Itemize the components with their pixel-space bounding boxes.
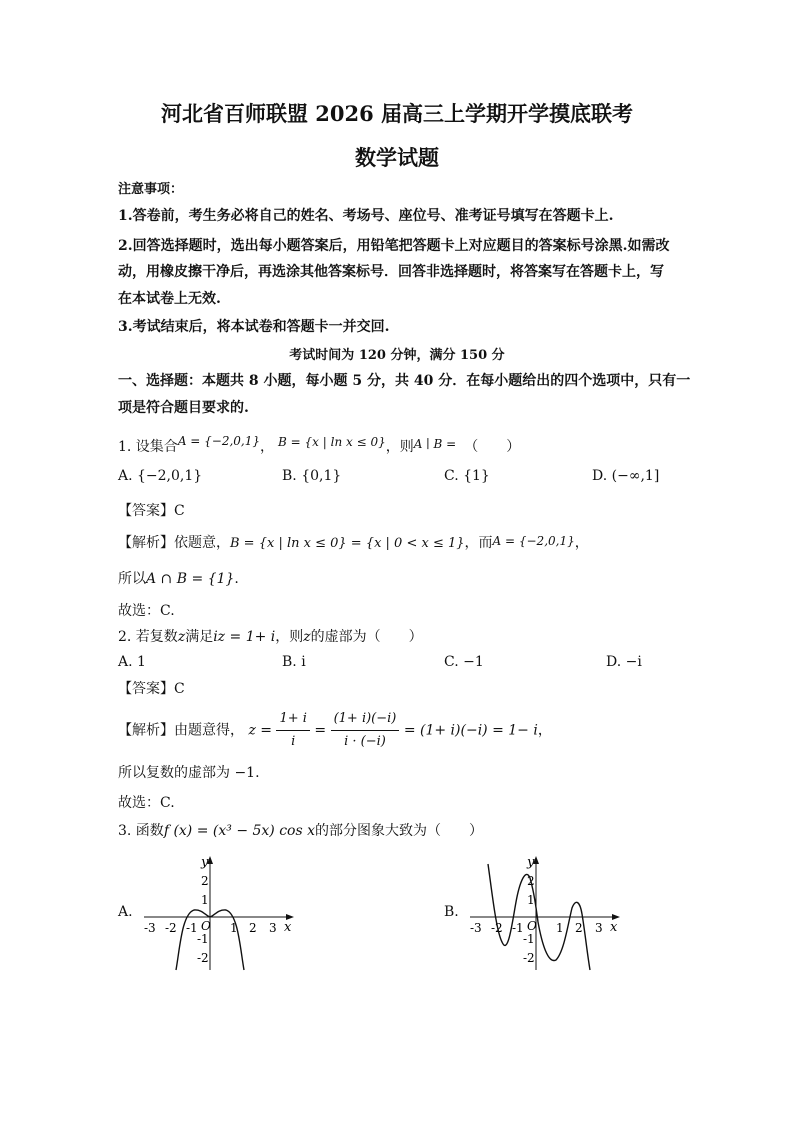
- q2-fraction-1: [276, 708, 309, 753]
- q1-conclusion-end: .: [234, 571, 239, 587]
- q1-analysis-mid: ，而: [464, 535, 493, 551]
- q2-option-d: D. −i: [606, 654, 642, 670]
- q1-stem: [118, 436, 520, 456]
- y-tick-label: 2: [527, 874, 535, 888]
- q2-option-a: A. 1: [118, 654, 146, 670]
- x-tick-label: 2: [575, 921, 583, 935]
- q2-fraction-2-numerator: (1+ i)(−i): [331, 708, 400, 731]
- x-tick-label: 1: [556, 921, 564, 935]
- q1-analysis: [118, 532, 589, 552]
- notice-item-3: 3.考试结束后，将本试卷和答题卡一并交回.: [118, 319, 390, 335]
- q1-conclusion-math: A ∩ B = {1}: [146, 571, 235, 587]
- q3-option-a-label: A.: [118, 904, 133, 920]
- q1-sep: ，: [260, 439, 275, 455]
- notice-item-1: 1.答卷前，考生务必将自己的姓名、考场号、座位号、准考证号填写在答题卡上.: [118, 208, 614, 224]
- notice-item-2-line-2: 动，用橡皮擦干净后，再选涂其他答案标号．回答非选择题时，将答案写在答题卡上，写: [118, 264, 664, 280]
- q1-conclusion-prefix: 所以: [118, 571, 146, 587]
- q2-stem-mid: 满足: [185, 629, 214, 645]
- q2-answer: 【答案】C: [118, 681, 185, 697]
- q2-lhs: z =: [248, 722, 273, 739]
- q3-stem: [118, 820, 483, 840]
- q2-analysis-label: 【解析】: [118, 722, 174, 739]
- q1-answer: 【答案】C: [118, 503, 185, 519]
- q2-fraction-2-denominator: i · (−i): [344, 734, 386, 749]
- x-tick-label: -1: [186, 921, 198, 935]
- q1-expr: A ∣ B =: [413, 437, 457, 451]
- q1-analysis-math: B = {x | ln x ≤ 0} = {x | 0 < x ≤ 1}: [230, 536, 465, 551]
- q1-option-b: B. {0,1}: [282, 468, 342, 484]
- x-tick-label: 3: [269, 921, 277, 935]
- y-tick-label: 1: [201, 893, 209, 907]
- q3-stem-end: 的部分图象大致为（ ）: [315, 823, 484, 839]
- x-tick-label: 2: [249, 921, 257, 935]
- q3-graph-b: [464, 852, 626, 974]
- x-tick-label: -3: [470, 921, 482, 935]
- notice-item-2-line-1: 2.回答选择题时，选出每小题答案后，用铅笔把答题卡上对应题目的答案标号涂黑.如需改: [118, 238, 670, 254]
- q1-analysis-label: 【解析】: [118, 535, 174, 551]
- q1-analysis-end: ，: [574, 535, 589, 551]
- q2-analysis: [118, 708, 552, 753]
- y-tick-label: -2: [523, 951, 535, 965]
- q1-conclusion: [118, 568, 239, 588]
- q3-option-b-label: B.: [444, 904, 459, 920]
- notice-item-2-line-3: 在本试卷上无效.: [118, 291, 221, 307]
- q2-option-b: B. i: [282, 654, 306, 670]
- section-1-line-2: 项是符合题目要求的.: [118, 400, 249, 416]
- origin-label: O: [527, 919, 537, 933]
- x-tick-label: 1: [230, 921, 238, 935]
- q1-set-a: A = {−2,0,1}: [177, 434, 261, 448]
- y-tick-label: -2: [197, 951, 209, 965]
- q2-fraction-2: [331, 708, 400, 753]
- q2-var-z-2: z: [303, 629, 311, 645]
- q2-rhs: = (1+ i)(−i) = 1− i: [403, 722, 538, 739]
- origin-label: O: [201, 919, 211, 933]
- x-tick-label: -1: [512, 921, 524, 935]
- q1-stem-prefix: 1. 设集合: [118, 439, 178, 455]
- x-axis-label: x: [610, 920, 618, 935]
- q1-paren: （ ）: [464, 439, 521, 455]
- document-title: 河北省百师联盟 2026 届高三上学期开学摸底联考: [160, 101, 634, 126]
- y-axis-label: y: [527, 855, 535, 870]
- q1-analysis-math-2: A = {−2,0,1}: [492, 534, 575, 548]
- q1-analysis-text: 依题意，: [174, 535, 230, 551]
- section-1-line-1: 一、选择题：本题共 8 小题，每小题 5 分，共 40 分．在每小题给出的四个选项中，只有一: [118, 373, 691, 389]
- q1-choose: 故选：C.: [118, 603, 175, 619]
- q1-set-b: B = {x | ln x ≤ 0}: [278, 435, 386, 449]
- q1-option-d: D. (−∞,1]: [592, 468, 660, 484]
- q2-rhs-end: ，: [537, 722, 552, 739]
- q2-fraction-1-denominator: i: [291, 734, 296, 749]
- x-axis-label: x: [284, 920, 292, 935]
- y-axis-label: y: [201, 855, 209, 870]
- notice-heading: 注意事项：: [118, 182, 184, 197]
- q2-option-c: C. −1: [444, 654, 484, 670]
- q3-function: f (x) = (x³ − 5x) cos x: [163, 823, 316, 839]
- x-tick-label: -2: [165, 921, 177, 935]
- q3-graph-a: [138, 852, 300, 974]
- document-subtitle: 数学试题: [355, 145, 439, 170]
- y-tick-label: -1: [523, 932, 535, 946]
- q2-stem-end: 的虚部为（ ）: [310, 629, 423, 645]
- q2-fraction-1-numerator: 1+ i: [276, 708, 309, 731]
- q2-conclusion: 所以复数的虚部为 −1.: [118, 765, 260, 781]
- x-tick-label: -3: [144, 921, 156, 935]
- y-tick-label: -1: [197, 932, 209, 946]
- q2-choose: 故选：C.: [118, 795, 175, 811]
- exam-info: 考试时间为 120 分钟，满分 150 分: [289, 348, 505, 363]
- q2-equation: iz = 1+ i: [213, 629, 276, 645]
- q1-stem-mid: ，则: [385, 439, 414, 455]
- q2-var-z: z: [177, 629, 186, 645]
- q2-stem: [118, 626, 423, 646]
- q1-option-a: A. {−2,0,1}: [118, 468, 203, 484]
- y-tick-label: 2: [201, 874, 209, 888]
- q1-option-c: C. {1}: [444, 468, 490, 484]
- y-tick-label: 1: [527, 893, 535, 907]
- q2-stem-mid-2: ，则: [275, 629, 304, 645]
- x-tick-label: -2: [491, 921, 503, 935]
- q2-stem-prefix: 2. 若复数: [118, 629, 178, 645]
- x-tick-label: 3: [595, 921, 603, 935]
- q2-eq-sign: =: [314, 722, 327, 739]
- q2-analysis-text: 由题意得，: [174, 722, 244, 739]
- q3-stem-prefix: 3. 函数: [118, 823, 164, 839]
